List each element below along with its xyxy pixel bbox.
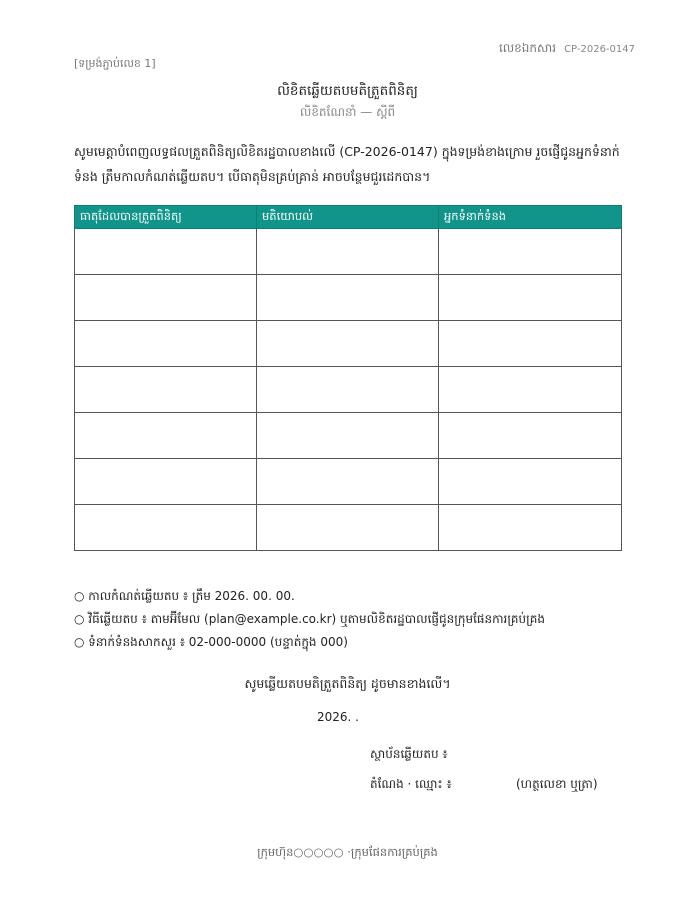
annex-label: [ទម្រង់ភ្ជាប់លេខ 1]	[74, 57, 156, 70]
cell-opinion[interactable]	[257, 459, 439, 505]
table-body	[75, 229, 622, 551]
notes-list	[74, 585, 634, 654]
review-table	[74, 205, 622, 551]
table-row	[75, 413, 622, 459]
signature-line	[370, 776, 610, 794]
cell-opinion[interactable]	[257, 321, 439, 367]
table-row	[75, 321, 622, 367]
cell-opinion[interactable]	[257, 505, 439, 551]
cell-contact[interactable]	[439, 275, 622, 321]
cell-opinion[interactable]	[257, 275, 439, 321]
cell-reviewed-item[interactable]	[75, 459, 257, 505]
cell-reviewed-item[interactable]	[75, 321, 257, 367]
institution-field: ស្ថាប័នឆ្លើយតប ៖	[370, 747, 448, 761]
cell-reviewed-item[interactable]	[75, 229, 257, 275]
table-row	[75, 275, 622, 321]
cell-reviewed-item[interactable]	[75, 413, 257, 459]
cell-contact[interactable]	[439, 229, 622, 275]
page-title: លិខិតឆ្លើយតបមតិត្រួតពិនិត្យ	[277, 83, 418, 99]
document-number-label: លេខឯកសារ	[498, 41, 557, 55]
cell-reviewed-item[interactable]	[75, 275, 257, 321]
table-row	[75, 505, 622, 551]
cell-opinion[interactable]	[257, 413, 439, 459]
document-number	[499, 40, 635, 58]
date-line: 2026. .	[317, 710, 359, 724]
cell-contact[interactable]	[439, 505, 622, 551]
cell-contact[interactable]	[439, 459, 622, 505]
cell-reviewed-item[interactable]	[75, 367, 257, 413]
note-deadline: ○ កាលកំណត់ឆ្លើយតប ៖ ត្រឹម 2026. 00. 00.	[74, 589, 295, 603]
cell-opinion[interactable]	[257, 229, 439, 275]
cell-opinion[interactable]	[257, 367, 439, 413]
cell-reviewed-item[interactable]	[75, 505, 257, 551]
cell-contact[interactable]	[439, 413, 622, 459]
seal-placeholder: (ហត្ថលេខា ឬត្រា)	[516, 777, 598, 791]
header-opinion: មតិយោបល់	[257, 206, 439, 229]
cell-contact[interactable]	[439, 321, 622, 367]
note-contact: ○ ទំនាក់ទំនងសាកសួរ ៖ 02-000-0000 (បន្ទាត់ក្នុង 000)	[74, 635, 348, 649]
header-reviewed-item: ធាតុដែលបានត្រួតពិនិត្យ	[75, 206, 257, 229]
cell-contact[interactable]	[439, 367, 622, 413]
table-header-row	[75, 206, 622, 229]
table-row	[75, 367, 622, 413]
page-subtitle: លិខិតណែនាំ — ស្តីពី	[299, 105, 396, 119]
footer: ក្រុមហ៊ុន○○○○○ ·ក្រុមផែនការគ្រប់គ្រង	[257, 845, 438, 859]
header-contact: អ្នកទំនាក់ទំនង	[439, 206, 622, 229]
request-text: សូមឆ្លើយតបមតិត្រួតពិនិត្យ ដូចមានខាងលើ។	[244, 676, 451, 691]
document-number-code: CP-2026-0147	[564, 44, 635, 55]
intro-paragraph: សូមមេត្តាបំពេញលទ្ធផលត្រួតពិនិត្យលិខិតរដ្ឋបាលខាងលើ (CP-2026-0147) ក្នុងទម្រង់ខាងក្រោម រួចផ្ញើជូនអ្នកទំនាក់ទំនង ត្រឹមកាលកំណត់ឆ្លើយតប។ បើធាតុមិនគ្រប់គ្រាន់ អាចបន្ថែមជួរដេកបាន។	[74, 144, 620, 184]
table-row	[75, 459, 622, 505]
note-method: ○ វិធីឆ្លើយតប ៖ តាមអ៊ីមែល (plan@example.co.kr) ឬតាមលិខិតរដ្ឋបាលផ្ញើជូនក្រុមផែនការគ្រប់គ្រង	[74, 612, 545, 626]
table-row	[75, 229, 622, 275]
position-name-field: តំណែង · ឈ្មោះ ៖	[370, 777, 452, 791]
